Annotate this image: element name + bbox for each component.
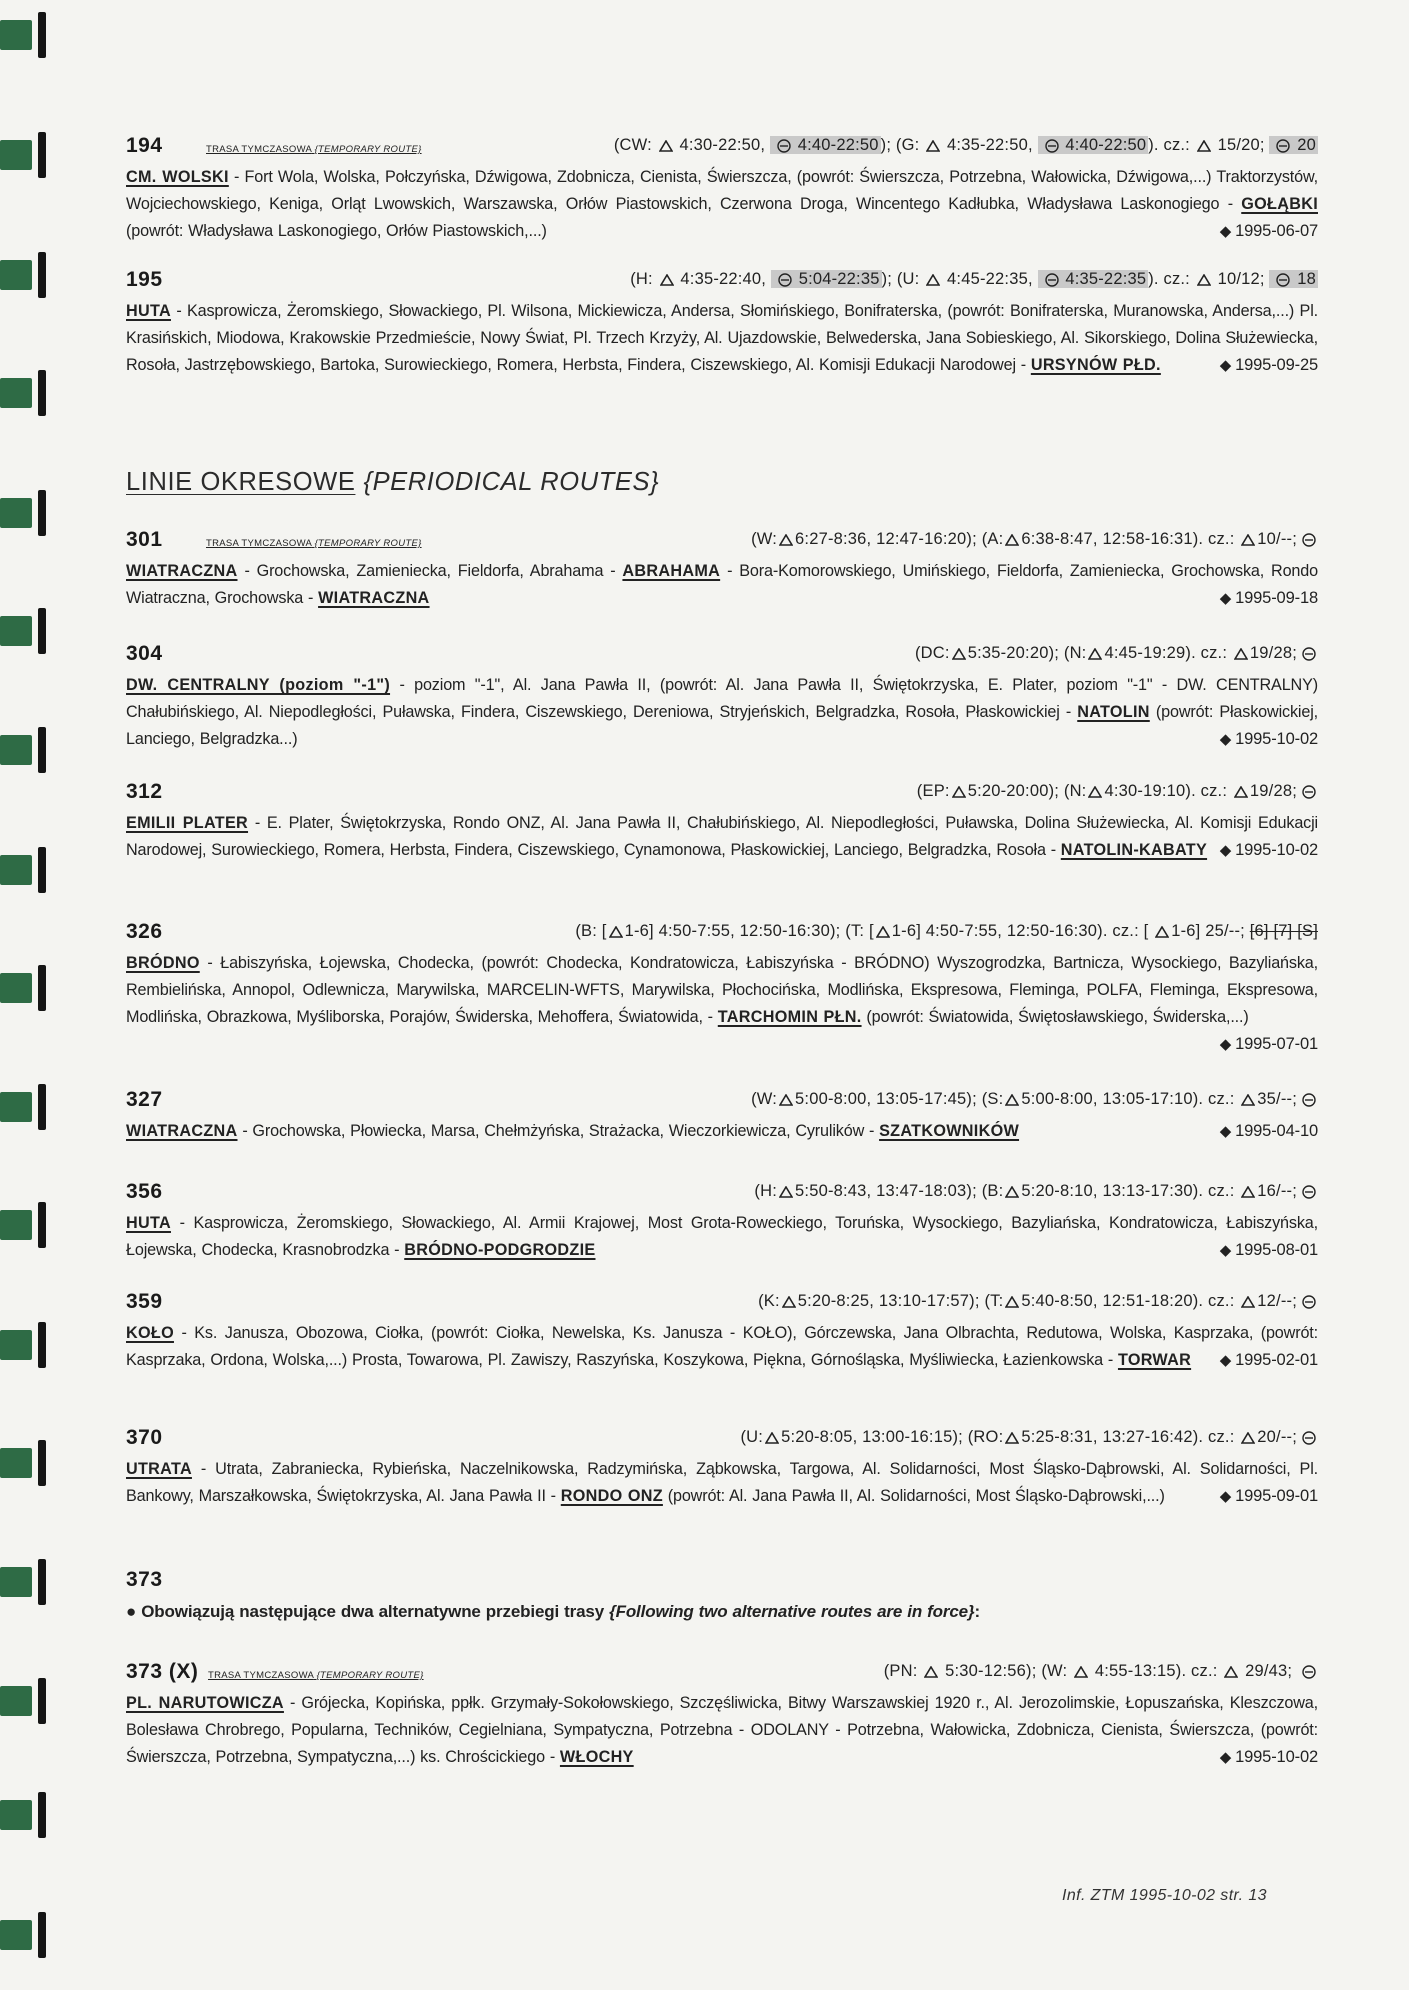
binding-wire: [38, 1678, 46, 1724]
triangle-icon: [1234, 786, 1248, 798]
binding-tab: [0, 735, 32, 765]
route-schedule: (EP: 5:20-20:00); (N: 4:30-19:10). cz.: 19/28;: [917, 782, 1318, 801]
route-number: 356: [126, 1180, 163, 1203]
valid-from-date: ◆ 1995-07-01: [1219, 1035, 1318, 1053]
route-schedule: (U: 5:20-8:05, 13:00-16:15); (RO: 5:25-8:31, 13:27-16:42). cz.: 20/--;: [740, 1428, 1318, 1447]
section-title: LINIE OKRESOWE {PERIODICAL ROUTES}: [126, 468, 660, 496]
binding-ring: [0, 1686, 50, 1716]
binding-tab: [0, 1448, 32, 1478]
highlighted-schedule: 4:40-22:50: [770, 136, 881, 154]
valid-from-date: ◆ 1995-09-25: [1219, 356, 1318, 374]
terminus-start: PL. NARUTOWICZA: [126, 1694, 284, 1712]
terminus-end: TORWAR: [1117, 1351, 1192, 1369]
terminus-end: SZATKOWNIKÓW: [879, 1122, 1020, 1140]
binding-ring: [0, 1092, 50, 1122]
binding-tab: [0, 1092, 32, 1122]
route-entry-194: [126, 134, 1318, 245]
binding-tab: [0, 1920, 32, 1950]
triangle-icon: [1005, 1296, 1019, 1308]
route-entry-373x: [126, 1660, 1318, 1771]
intermediate-stop: RONDO ONZ: [560, 1487, 663, 1505]
route-entry-359: [126, 1290, 1318, 1374]
route-number: 194: [126, 134, 163, 157]
triangle-icon: [926, 140, 940, 152]
triangle-icon: [1234, 648, 1248, 660]
route-schedule: (B: [ 1-6] 4:50-7:55, 12:50-16:30); (T: [ 1-6] 4:50-7:55, 12:50-16:30). cz.: [ 1-6] 25/--; [6] [7] [S]: [575, 922, 1318, 940]
route-description: WIATRACZNA - Grochowska, Zamieniecka, Fieldorfa, Abrahama - ABRAHAMA - Bora-Komorowskiego, Umińskiego, Fieldorfa, Zamieniecka, Grochowska, Rondo Wiatraczna, Grochowska - WIATRACZNA ◆ 1995-09-18: [126, 558, 1318, 612]
triangle-icon: [876, 926, 890, 938]
route-schedule: (CW: 4:30-22:50, 4:40-22:50 ); (G: 4:35-22:50, 4:40-22:50 ). cz.: 15/20; 20: [613, 136, 1316, 154]
valid-from-date: ◆ 1995-08-01: [1219, 1241, 1318, 1259]
intermediate-stop: ABRAHAMA: [622, 562, 721, 580]
valid-from-date: ◆ 1995-10-02: [1219, 730, 1318, 748]
route-entry-370: [126, 1426, 1318, 1510]
triangle-icon: [1241, 1186, 1255, 1198]
triangle-icon: [1241, 534, 1255, 546]
bus-icon: [1300, 785, 1318, 799]
triangle-icon: [1005, 1094, 1019, 1106]
route-description: DW. CENTRALNY (poziom "-1") - poziom "-1", Al. Jana Pawła II, (powrót: Al. Jana Pawła II, Świętokrzyska, E. Plater, poziom "-1" - DW. CENTRALNY) Chałubińskiego, Al. Niepodległości, Puławska, Findera, Ciszewskiego, Dereniowa, Stryjeńskich, Belgradzka, Rosoła, Płaskowickiej - NATOLIN (powrót: Płaskowickiej, Lanciego, Belgradzka...) ◆ 1995-10-02: [126, 672, 1318, 753]
route-schedule: (W: 6:27-8:36, 12:47-16:20); (A: 6:38-8:47, 12:58-16:31). cz.: 10/--;: [751, 530, 1318, 549]
triangle-icon: [926, 274, 940, 286]
binding-ring: [0, 378, 50, 408]
bus-icon: [1300, 647, 1318, 661]
diamond-icon: ◆: [1219, 357, 1232, 374]
diamond-icon: ◆: [1219, 223, 1232, 240]
route-number: 326: [126, 920, 163, 943]
binding-tab: [0, 1330, 32, 1360]
triangle-icon: [779, 1094, 793, 1106]
diamond-icon: ◆: [1219, 842, 1232, 859]
binding-wire: [38, 1322, 46, 1368]
diamond-icon: ◆: [1219, 1488, 1232, 1505]
triangle-icon: [1074, 1666, 1088, 1678]
triangle-icon: [1224, 1666, 1238, 1678]
triangle-icon: [1241, 1094, 1255, 1106]
terminus-end: URSYNÓW PŁD.: [1030, 356, 1161, 374]
binding-wire: [38, 847, 46, 893]
route-number: 370: [126, 1426, 163, 1449]
binding-tab: [0, 1686, 32, 1716]
binding-ring: [0, 855, 50, 885]
terminus-start: KOŁO: [126, 1324, 174, 1342]
triangle-icon: [1005, 534, 1019, 546]
route-note: ● Obowiązują następujące dwa alternatywne przebiegi trasy {Following two alternative routes are in force}:: [126, 1602, 980, 1621]
highlighted-frequency: 18: [1269, 270, 1318, 288]
route-schedule: (H: 5:50-8:43, 13:47-18:03); (B: 5:20-8:10, 13:13-17:30). cz.: 16/--;: [754, 1182, 1318, 1201]
bus-icon: [1300, 1093, 1318, 1107]
bus-icon: [1274, 139, 1292, 153]
binding-ring: [0, 140, 50, 170]
valid-from-date: ◆ 1995-09-18: [1219, 589, 1318, 607]
route-entry-301: [126, 528, 1318, 612]
route-entry-195: [126, 268, 1318, 379]
route-description: PL. NARUTOWICZA - Grójecka, Kopińska, ppłk. Grzymały-Sokołowskiego, Szczęśliwicka, Bitwy Warszawskiej 1920 r., Al. Jerozolimskie, Łopuszańska, Kleszczowa, Bolesława Chrobrego, Popularna, Techników, Cegielniana, Sympatyczna, Potrzebna - ODOLANY - Potrzebna, Wałowicka, Zdobnicza, Cienista, Świerszcza, (powrót: Świerszcza, Potrzebna, Sympatyczna,...) ks. Chrościckiego - WŁOCHY ◆ 1995-10-02: [126, 1690, 1318, 1771]
terminus-end: WIATRACZNA: [318, 589, 430, 607]
binding-wire: [38, 1084, 46, 1130]
triangle-icon: [779, 1186, 793, 1198]
triangle-icon: [952, 786, 966, 798]
bus-icon: [1300, 1431, 1318, 1445]
binding-tab: [0, 20, 32, 50]
binding-ring: [0, 1448, 50, 1478]
route-description: EMILII PLATER - E. Plater, Świętokrzyska, Rondo ONZ, Al. Jana Pawła II, Chałubińskiego, Al. Niepodległości, Puławska, Dolina Służewiecka, Al. Komisji Edukacji Narodowej, Surowieckiego, Romera, Herbsta, Findera, Ciszewskiego, Cynamonowa, Płaskowickiej, Lanciego, Belgradzka, Rosoła - NATOLIN-KABATY ◆ 1995-10-02: [126, 810, 1318, 864]
terminus-start: CM. WOLSKI: [126, 168, 229, 186]
triangle-icon: [1005, 1432, 1019, 1444]
valid-from-date: ◆ 1995-04-10: [1219, 1122, 1318, 1140]
binding-tab: [0, 140, 32, 170]
binding-tab: [0, 616, 32, 646]
triangle-icon: [1241, 1432, 1255, 1444]
triangle-icon: [1197, 274, 1211, 286]
route-description: KOŁO - Ks. Janusza, Obozowa, Ciołka, (powrót: Ciołka, Newelska, Ks. Janusza - KOŁO), Górczewska, Jana Olbrachta, Redutowa, Wolska, Kasprzaka, (powrót: Kasprzaka, Ordona, Wolska,...) Prosta, Towarowa, Pl. Zawiszy, Raszyńska, Koszykowa, Piękna, Górnośląska, Myśliwiecka, Łazienkowska - TORWAR ◆ 1995-02-01: [126, 1320, 1318, 1374]
triangle-icon: [779, 534, 793, 546]
bus-icon: [1043, 139, 1061, 153]
route-number: 312: [126, 780, 163, 803]
route-entry-312: [126, 780, 1318, 864]
route-entry-304: [126, 642, 1318, 753]
binding-ring: [0, 1920, 50, 1950]
binding-ring: [0, 735, 50, 765]
binding-tab: [0, 260, 32, 290]
valid-from-date: ◆ 1995-10-02: [1219, 841, 1318, 859]
diamond-icon: ◆: [1219, 731, 1232, 748]
binding-wire: [38, 252, 46, 298]
binding-tab: [0, 1567, 32, 1597]
route-number: 373 (X): [126, 1660, 199, 1683]
terminus-end: NATOLIN-KABATY: [1060, 841, 1208, 859]
binding-ring: [0, 973, 50, 1003]
triangle-icon: [1088, 648, 1102, 660]
triangle-icon: [1197, 140, 1211, 152]
bus-icon: [1274, 273, 1292, 287]
route-number: 301: [126, 528, 163, 551]
binding-wire: [38, 608, 46, 654]
triangle-icon: [1088, 786, 1102, 798]
terminus-start: EMILII PLATER: [126, 814, 249, 832]
terminus-start: HUTA: [126, 1214, 171, 1232]
bus-icon: [1300, 1665, 1318, 1679]
route-description: WIATRACZNA - Grochowska, Płowiecka, Marsa, Chełmżyńska, Strażacka, Wieczorkiewicza, Cyrulików - SZATKOWNIKÓW ◆ 1995-04-10: [126, 1118, 1318, 1145]
binding-ring: [0, 1800, 50, 1830]
diamond-icon: ◆: [1219, 1352, 1232, 1369]
binding-wire: [38, 1202, 46, 1248]
terminus-end: GOŁĄBKI: [1241, 195, 1318, 213]
terminus-end: TARCHOMIN PŁN.: [717, 1008, 862, 1026]
route-entry-356: [126, 1180, 1318, 1264]
binding-ring: [0, 498, 50, 528]
terminus-start: WIATRACZNA: [126, 562, 238, 580]
binding-ring: [0, 260, 50, 290]
route-number: 373: [126, 1568, 163, 1591]
triangle-icon: [1005, 1186, 1019, 1198]
page-footer: Inf. ZTM 1995-10-02 str. 13: [1062, 1887, 1267, 1904]
triangle-icon: [952, 648, 966, 660]
binding-tab: [0, 1210, 32, 1240]
terminus-start: HUTA: [126, 302, 171, 320]
binding-wire: [38, 370, 46, 416]
triangle-icon: [659, 140, 673, 152]
route-number: 304: [126, 642, 163, 665]
bullet-icon: ●: [126, 1602, 137, 1621]
terminus-start: WIATRACZNA: [126, 1122, 238, 1140]
valid-from-date: ◆ 1995-02-01: [1219, 1351, 1318, 1369]
terminus-end: NATOLIN: [1077, 703, 1150, 721]
route-entry-326: [126, 920, 1318, 1058]
triangle-icon: [782, 1296, 796, 1308]
temporary-route-label: TRASA TYMCZASOWA {TEMPORARY ROUTE}: [208, 1670, 424, 1681]
triangle-icon: [660, 274, 674, 286]
binding-wire: [38, 490, 46, 536]
frequency-extra: [6] [7] [S]: [1249, 922, 1318, 940]
route-entry-327: [126, 1088, 1318, 1145]
route-schedule: (H: 4:35-22:40, 5:04-22:35 ); (U: 4:45-22:35, 4:35-22:35 ). cz.: 10/12; 18: [630, 270, 1316, 288]
valid-from-date: ◆ 1995-10-02: [1219, 1748, 1318, 1766]
triangle-icon: [1155, 926, 1169, 938]
bus-icon: [775, 139, 793, 153]
diamond-icon: ◆: [1219, 1123, 1232, 1140]
triangle-icon: [609, 926, 623, 938]
binding-wire: [38, 965, 46, 1011]
valid-from-date: ◆ 1995-09-01: [1219, 1487, 1318, 1505]
valid-from-date: ◆ 1995-06-07: [1219, 222, 1318, 240]
bus-icon: [1300, 1295, 1318, 1309]
bus-icon: [776, 273, 794, 287]
route-schedule: (PN: 5:30-12:56); (W: 4:55-13:15). cz.: 29/43;: [884, 1662, 1318, 1681]
binding-wire: [38, 1912, 46, 1958]
terminus-end: BRÓDNO-PODGRODZIE: [404, 1241, 596, 1259]
route-number: 359: [126, 1290, 163, 1313]
route-schedule: (K: 5:20-8:25, 13:10-17:57); (T: 5:40-8:50, 12:51-18:20). cz.: 12/--;: [758, 1292, 1318, 1311]
binding-ring: [0, 20, 50, 50]
diamond-icon: ◆: [1219, 590, 1232, 607]
diamond-icon: ◆: [1219, 1036, 1232, 1053]
triangle-icon: [924, 1666, 938, 1678]
spiral-binding: [0, 0, 60, 1990]
highlighted-schedule: 5:04-22:35: [771, 270, 882, 288]
binding-wire: [38, 12, 46, 58]
terminus-end: WŁOCHY: [559, 1748, 634, 1766]
terminus-start: DW. CENTRALNY (poziom "-1"): [126, 676, 391, 694]
highlighted-schedule: 4:35-22:35: [1038, 270, 1149, 288]
binding-wire: [38, 1792, 46, 1838]
binding-wire: [38, 132, 46, 178]
temporary-route-label: TRASA TYMCZASOWA {TEMPORARY ROUTE}: [206, 538, 422, 549]
route-description: BRÓDNO - Łabiszyńska, Łojewska, Chodecka, (powrót: Chodecka, Kondratowicza, Łabiszyńska - BRÓDNO) Wyszogrodzka, Bartnicza, Wysockiego, Bazyliańska, Rembielińska, Annopol, Odlewnicza, Marywilska, MARCELIN-WFTS, Marywilska, Płochocińska, Modlińska, Ekspresowa, Fleminga, POLFA, Fleminga, Ekspresowa, Modlińska, Obrazkowa, Myśliborska, Porajów, Świderska, Mehoffera, Światowida, - TARCHOMIN PŁN. (powrót: Światowida, Świętosławskiego, Świderska,...) ◆ 1995-07-01: [126, 950, 1318, 1031]
binding-wire: [38, 727, 46, 773]
diamond-icon: ◆: [1219, 1242, 1232, 1259]
highlighted-schedule: 4:40-22:50: [1038, 136, 1149, 154]
triangle-icon: [1241, 1296, 1255, 1308]
route-description: CM. WOLSKI - Fort Wola, Wolska, Połczyńska, Dźwigowa, Zdobnicza, Cienista, Świerszcza, (powrót: Świerszcza, Potrzebna, Wałowicka, Dźwigowa,...) Traktorzystów, Wojciechowskiego, Keniga, Orląt Lwowskich, Warszawska, Orłów Piastowskich, Czerwona Droga, Wincentego Kadłubka, Władysława Laskonogiego - GOŁĄBKI (powrót: Władysława Laskonogiego, Orłów Piastowskich,...) ◆ 1995-06-07: [126, 164, 1318, 245]
highlighted-frequency: 20: [1269, 136, 1318, 154]
binding-tab: [0, 855, 32, 885]
bus-icon: [1300, 533, 1318, 547]
bus-icon: [1300, 1185, 1318, 1199]
binding-tab: [0, 498, 32, 528]
route-number: 195: [126, 268, 163, 291]
route-description: HUTA - Kasprowicza, Żeromskiego, Słowackiego, Pl. Wilsona, Mickiewicza, Andersa, Słomińskiego, Bonifraterska, (powrót: Bonifraterska, Muranowska, Andersa,...) Pl. Krasińskich, Miodowa, Krakowskie Przedmieście, Nowy Świat, Pl. Trzech Krzyży, Al. Ujazdowskie, Belwederska, Jana Sobieskiego, Al. Sikorskiego, Dolina Służewiecka, Rosoła, Jastrzębowskiego, Bartoka, Surowieckiego, Romera, Herbsta, Findera, Ciszewskiego, Al. Komisji Edukacji Narodowej - URSYNÓW PŁD. ◆ 1995-09-25: [126, 298, 1318, 379]
binding-wire: [38, 1440, 46, 1486]
temporary-route-label: TRASA TYMCZASOWA {TEMPORARY ROUTE}: [206, 144, 422, 155]
diamond-icon: ◆: [1219, 1749, 1232, 1766]
terminus-start: BRÓDNO: [126, 954, 200, 972]
terminus-start: UTRATA: [126, 1460, 192, 1478]
binding-tab: [0, 1800, 32, 1830]
route-number: 327: [126, 1088, 163, 1111]
route-description: UTRATA - Utrata, Zabraniecka, Rybieńska, Naczelnikowska, Radzymińska, Ząbkowska, Targowa, Al. Solidarności, Most Śląsko-Dąbrowski, Al. Solidarności, Pl. Bankowy, Marszałkowska, Świętokrzyska, Al. Jana Pawła II - RONDO ONZ (powrót: Al. Jana Pawła II, Al. Solidarności, Most Śląsko-Dąbrowski,...) ◆ 1995-09-01: [126, 1456, 1318, 1510]
route-schedule: (DC: 5:35-20:20); (N: 4:45-19:29). cz.: 19/28;: [915, 644, 1318, 663]
triangle-icon: [765, 1432, 779, 1444]
binding-ring: [0, 1567, 50, 1597]
binding-tab: [0, 973, 32, 1003]
binding-ring: [0, 1330, 50, 1360]
binding-ring: [0, 616, 50, 646]
binding-tab: [0, 378, 32, 408]
route-entry-373: [126, 1568, 1318, 1625]
route-description: HUTA - Kasprowicza, Żeromskiego, Słowackiego, Al. Armii Krajowej, Most Grota-Roweckiego, Toruńska, Wysockiego, Bazyliańska, Kondratowicza, Łabiszyńska, Łojewska, Chodecka, Krasnobrodzka - BRÓDNO-PODGRODZIE ◆ 1995-08-01: [126, 1210, 1318, 1264]
binding-ring: [0, 1210, 50, 1240]
binding-wire: [38, 1559, 46, 1605]
route-schedule: (W: 5:00-8:00, 13:05-17:45); (S: 5:00-8:00, 13:05-17:10). cz.: 35/--;: [751, 1090, 1318, 1109]
bus-icon: [1043, 273, 1061, 287]
